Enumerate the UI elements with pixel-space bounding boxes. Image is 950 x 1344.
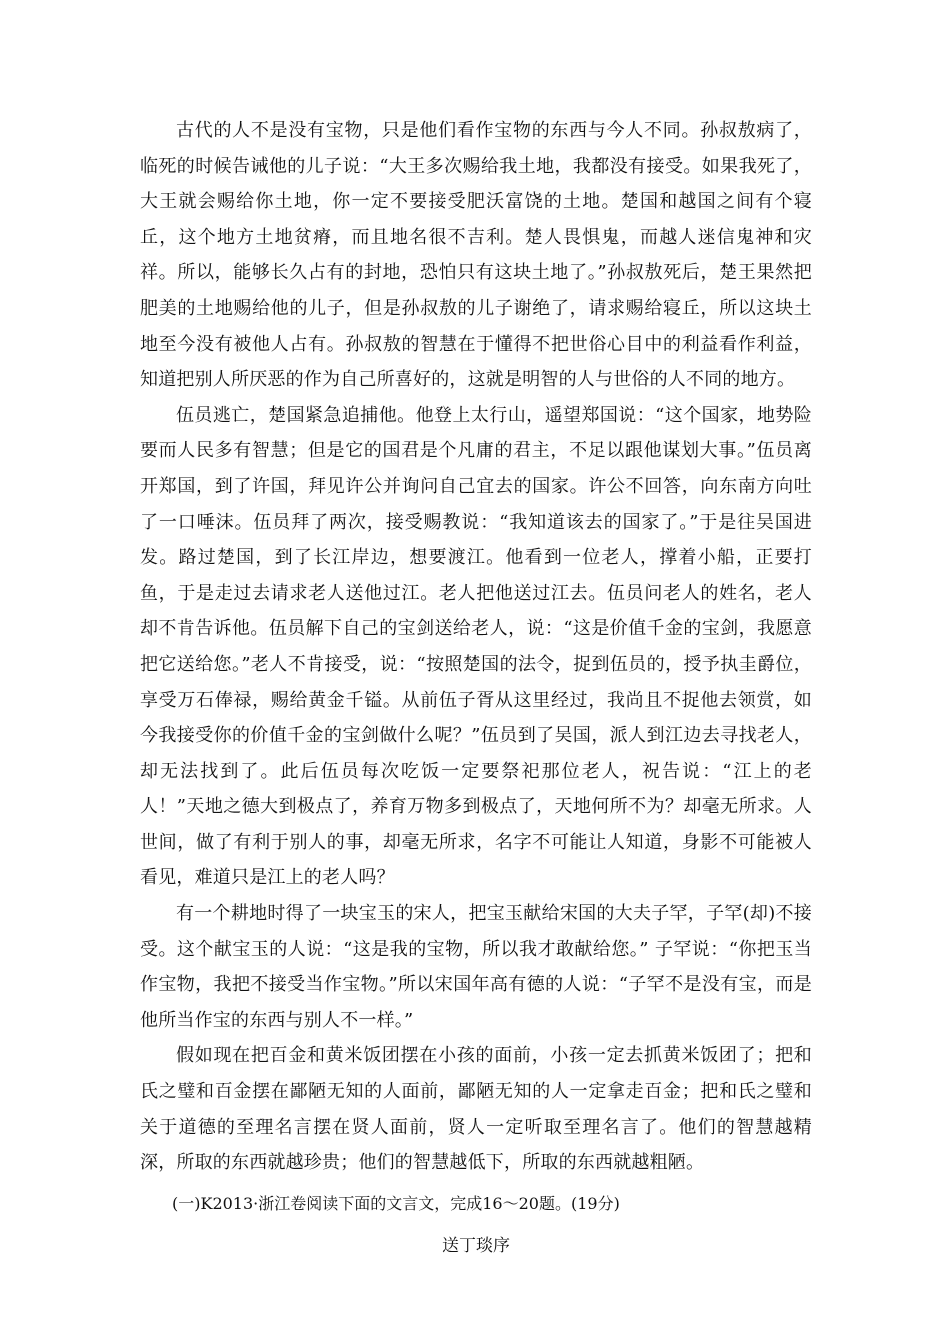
passage-title: 送丁琰序 [442,1235,510,1256]
question-source-line: (一)K2013·浙江卷阅读下面的文言文，完成16～20题。(19分) [172,1193,620,1213]
document-body [140,113,812,1261]
paragraph-baijin: 假如现在把百金和黄米饭团摆在小孩的面前，小孩一定去抓黄米饭团了；把和氏之璧和百金摆在鄙陋无知的人面前，鄙陋无知的人一定拿走百金；把和氏之璧和关于道德的至理名言摆在贤人面前，贤人一定听取至理名言了。他们的智慧越精深，所取的东西就越珍贵；他们的智慧越低下，所取的东西就越粗陋。 [140,1045,812,1174]
paragraph-zihan: 有一个耕地时得了一块宝玉的宋人，把宝玉献给宋国的大夫子罕，子罕(却)不接受。这个献宝玉的人说：“这是我的宝物，所以我才敢献给您。” 子罕说：“你把玉当作宝物，我把不接受当作宝物。”所以宋国年高有德的人说：“子罕不是没有宝，而是他所当作宝的东西与别人不一样。” [140,903,812,1031]
paragraph-wuyuan: 伍员逃亡，楚国紧急追捕他。他登上太行山，遥望郑国说：“这个国家，地势险要而人民多有智慧；但是它的国君是个凡庸的君主，不足以跟他谋划大事。”伍员离开郑国，到了许国，拜见许公并询问自己宜去的国家。许公不回答，向东南方向吐了一口唾沫。伍员拜了两次，接受赐教说：“我知道该去的国家了。”于是往吴国进发。路过楚国，到了长江岸边，想要渡江。他看到一位老人，撑着小船，正要打鱼，于是走过去请求老人送他过江。老人把他送过江去。伍员问老人的姓名，老人却不肯告诉他。伍员解下自己的宝剑送给老人，说：“这是价值千金的宝剑，我愿意把它送给您。”老人不肯接受，说：“按照楚国的法令，捉到伍员的，授予执圭爵位，享受万石俸禄，赐给黄金千镒。从前伍子胥从这里经过，我尚且不捉他去领赏，如今我接受你的价值千金的宝剑做什么呢？”伍员到了吴国，派人到江边去寻找老人，却无法找到了。此后伍员每次吃饭一定要祭祀那位老人，祝告说：“江上的老人！”天地之德大到极点了，养育万物多到极点了，天地何所不为？却毫无所求。人世间，做了有利于别人的事，却毫无所求，名字不可能让人知道，身影不可能被人看见，难道只是江上的老人吗？ [140,404,812,889]
paragraph-sunshuao: 古代的人不是没有宝物，只是他们看作宝物的东西与今人不同。孙叔敖病了，临死的时候告诫他的儿子说：“大王多次赐给我土地，我都没有接受。如果我死了，大王就会赐给你土地，你一定不要接受肥沃富饶的土地。楚国和越国之间有个寝丘，这个地方土地贫瘠，而且地名很不吉利。楚人畏惧鬼，而越人迷信鬼神和灾祥。所以，能够长久占有的封地，恐怕只有这块土地了。”孙叔敖死后，楚王果然把肥美的土地赐给他的儿子，但是孙叔敖的儿子谢绝了，请求赐给寝丘，所以这块土地至今没有被他人占有。孙叔敖的智慧在于懂得不把世俗心目中的利益看作利益，知道把别人所厌恶的作为自己所喜好的，这就是明智的人与世俗的人不同的地方。 [140,120,812,391]
